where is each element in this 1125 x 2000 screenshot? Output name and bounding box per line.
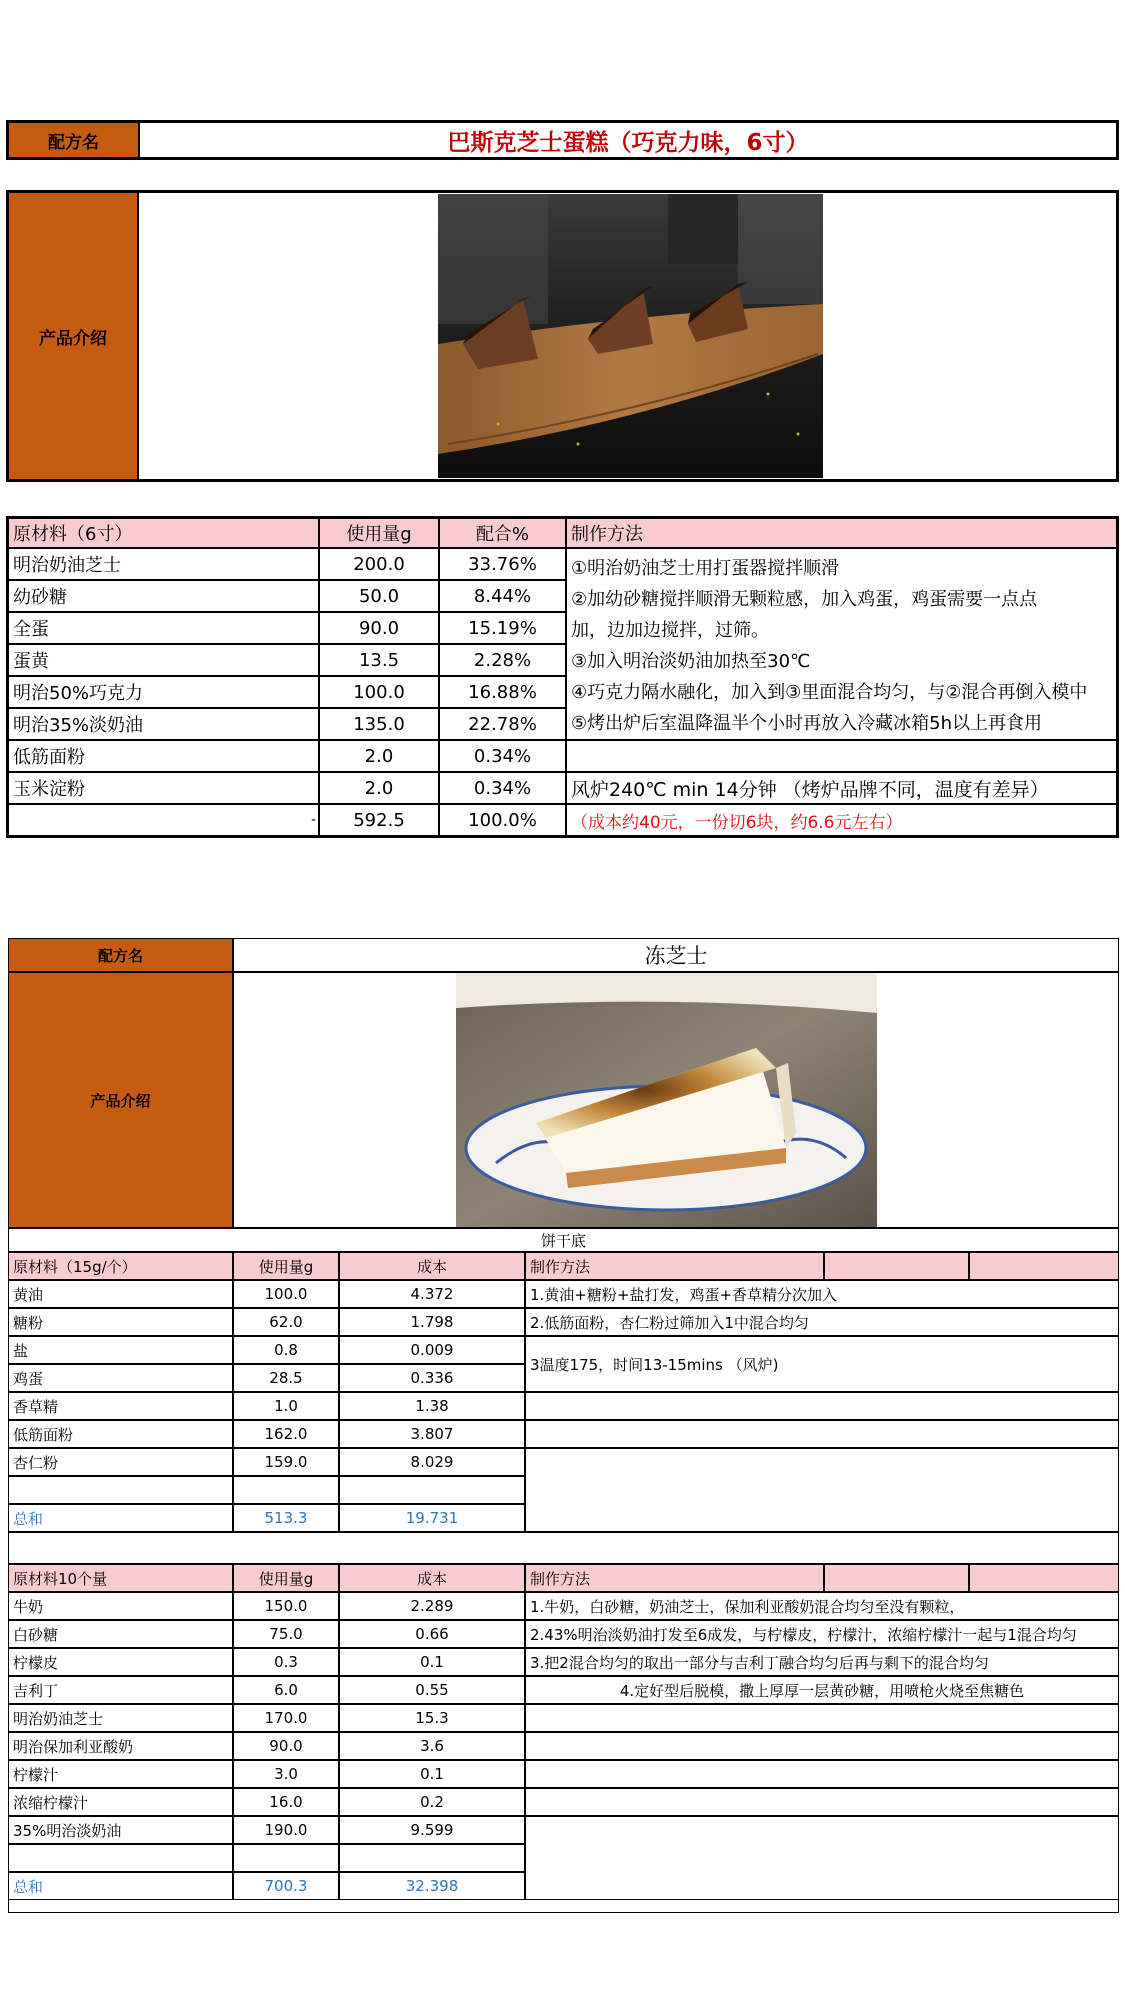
ingredient-cost: 0.55 [339, 1676, 525, 1704]
empty-cell [339, 1476, 525, 1504]
ingredient-ratio: 16.88% [439, 676, 566, 708]
ingredient-amount: 170.0 [233, 1704, 339, 1732]
ingredient-name: 玉米淀粉 [8, 772, 319, 804]
ingredient-name: 吉利丁 [8, 1676, 233, 1704]
ingredient-amount: 62.0 [233, 1308, 339, 1336]
ingredient-amount: 2.0 [319, 740, 439, 772]
filling-method-step: 3.把2混合均匀的取出一部分与吉利丁融合均匀后再与剩下的混合均匀 [525, 1648, 1119, 1676]
biscuit-method-step: 2.低筋面粉，杏仁粉过筛加入1中混合均匀 [525, 1308, 1119, 1336]
oven-setting: 风炉240℃ min 14分钟 （烤炉品牌不同，温度有差异） [566, 772, 1117, 804]
header-amount: 使用量g [233, 1252, 339, 1280]
recipe-title: 冻芝士 [233, 938, 1119, 972]
method-step: ⑤烤出炉后室温降温半个小时再放入冷藏冰箱5h以上再食用 [571, 712, 1042, 734]
header-cost: 成本 [339, 1564, 525, 1592]
ingredient-name: 香草精 [8, 1392, 233, 1420]
ingredient-amount: 159.0 [233, 1448, 339, 1476]
empty-cell [525, 1732, 1119, 1760]
header-amount: 使用量g [233, 1564, 339, 1592]
spacer-row [8, 1532, 1119, 1564]
ingredient-name: 杏仁粉 [8, 1448, 233, 1476]
ingredient-amount: 75.0 [233, 1620, 339, 1648]
ingredient-amount: 2.0 [319, 772, 439, 804]
ingredient-cost: 0.1 [339, 1648, 525, 1676]
ingredient-amount: 100.0 [233, 1280, 339, 1308]
header-blank [824, 1252, 969, 1280]
empty-cell [233, 1476, 339, 1504]
ingredient-cost: 2.289 [339, 1592, 525, 1620]
header-cost: 成本 [339, 1252, 525, 1280]
recipe-name-label: 配方名 [6, 120, 139, 160]
ingredient-amount: 0.8 [233, 1336, 339, 1364]
ingredient-amount: 200.0 [319, 548, 439, 580]
ingredient-amount: 100.0 [319, 676, 439, 708]
chocolate-cheesecake-photo [438, 194, 823, 478]
ingredient-name: 柠檬汁 [8, 1760, 233, 1788]
ingredient-amount: 150.0 [233, 1592, 339, 1620]
ingredient-name: 幼砂糖 [8, 580, 319, 612]
ingredient-name: 低筋面粉 [8, 1420, 233, 1448]
frozen-cheesecake-photo [456, 973, 877, 1227]
empty-cell [525, 1704, 1119, 1732]
ingredient-name: 低筋面粉 [8, 740, 319, 772]
filling-method-step: 4.定好型后脱模，撒上厚厚一层黄砂糖，用喷枪火烧至焦糖色 [525, 1676, 1119, 1704]
ingredient-amount: 1.0 [233, 1392, 339, 1420]
empty-cell [339, 1844, 525, 1872]
header-material: 原材料（15g/个） [8, 1252, 233, 1280]
total-cost: 19.731 [339, 1504, 525, 1532]
biscuit-method-step: 3温度175，时间13-15mins （风炉) [525, 1336, 1119, 1392]
ingredient-name: 明治保加利亚酸奶 [8, 1732, 233, 1760]
empty-cell [8, 1844, 233, 1872]
biscuit-method-step: 1.黄油+糖粉+盐打发，鸡蛋+香草精分次加入 [525, 1280, 1119, 1308]
ingredient-amount: 3.0 [233, 1760, 339, 1788]
ingredient-name: 鸡蛋 [8, 1364, 233, 1392]
method-step: ①明治奶油芝士用打蛋器搅拌顺滑 [571, 557, 840, 579]
ingredient-cost: 8.029 [339, 1448, 525, 1476]
header-method: 制作方法 [566, 518, 1117, 548]
total-amount: 513.3 [233, 1504, 339, 1532]
header-method: 制作方法 [525, 1564, 824, 1592]
ingredient-cost: 15.3 [339, 1704, 525, 1732]
ingredient-cost: 0.2 [339, 1788, 525, 1816]
total-label: 总和 [8, 1504, 233, 1532]
ingredient-ratio: 8.44% [439, 580, 566, 612]
ingredient-amount: 90.0 [319, 612, 439, 644]
method-step: ④巧克力隔水融化，加入到③里面混合均匀，与②混合再倒入模中 [571, 681, 1088, 703]
ingredient-ratio: 22.78% [439, 708, 566, 740]
ingredient-ratio: 33.76% [439, 548, 566, 580]
ingredient-cost: 0.009 [339, 1336, 525, 1364]
ingredient-cost: 9.599 [339, 1816, 525, 1844]
ingredient-name: 黄油 [8, 1280, 233, 1308]
header-material: 原材料（6寸） [8, 518, 319, 548]
empty-cell [8, 1476, 233, 1504]
ingredient-name: 糖粉 [8, 1308, 233, 1336]
cost-note: （成本约40元，一份切6块，约6.6元左右） [566, 804, 1117, 836]
ingredient-ratio: 15.19% [439, 612, 566, 644]
ingredient-ratio: 0.34% [439, 772, 566, 804]
ingredient-amount: 50.0 [319, 580, 439, 612]
ingredient-cost: 3.807 [339, 1420, 525, 1448]
ingredient-amount: 190.0 [233, 1816, 339, 1844]
header-ratio: 配合% [439, 518, 566, 548]
ingredient-name: 白砂糖 [8, 1620, 233, 1648]
section-title-biscuit-base: 饼干底 [8, 1228, 1119, 1252]
empty-cell [525, 1420, 1119, 1448]
ingredient-amount: 0.3 [233, 1648, 339, 1676]
method-step: ②加幼砂糖搅拌顺滑无颗粒感，加入鸡蛋，鸡蛋需要一点点 [571, 588, 1038, 610]
ingredient-amount: 90.0 [233, 1732, 339, 1760]
ingredient-cost: 4.372 [339, 1280, 525, 1308]
empty-cell [525, 1448, 1119, 1532]
ingredient-name: 明治35%淡奶油 [8, 708, 319, 740]
intro-label: 产品介绍 [8, 972, 233, 1228]
header-blank [969, 1252, 1119, 1280]
ingredient-name: 35%明治淡奶油 [8, 1816, 233, 1844]
ingredient-cost: 1.798 [339, 1308, 525, 1336]
method-step: ③加入明治淡奶油加热至30℃ [571, 650, 811, 672]
ingredient-name: 明治50%巧克力 [8, 676, 319, 708]
ingredient-name: 牛奶 [8, 1592, 233, 1620]
ingredient-name: 浓缩柠檬汁 [8, 1788, 233, 1816]
ingredient-amount: 6.0 [233, 1676, 339, 1704]
ingredient-ratio: 2.28% [439, 644, 566, 676]
empty-cell [233, 1844, 339, 1872]
ingredient-amount: 13.5 [319, 644, 439, 676]
ingredient-amount: 28.5 [233, 1364, 339, 1392]
ingredient-name: 明治奶油芝士 [8, 548, 319, 580]
ingredient-name: 全蛋 [8, 612, 319, 644]
ingredient-ratio: 0.34% [439, 740, 566, 772]
ingredient-name: 明治奶油芝士 [8, 1704, 233, 1732]
empty-cell [525, 1760, 1119, 1788]
ingredient-name: 蛋黄 [8, 644, 319, 676]
header-blank [824, 1564, 969, 1592]
header-material: 原材料10个量 [8, 1564, 233, 1592]
ingredient-cost: 1.38 [339, 1392, 525, 1420]
ingredient-amount: 135.0 [319, 708, 439, 740]
empty-cell [525, 1816, 1119, 1900]
intro-label: 产品介绍 [6, 190, 139, 482]
filling-method-step: 1.牛奶，白砂糖，奶油芝士，保加利亚酸奶混合均匀至没有颗粒， [525, 1592, 1119, 1620]
total-label: 总和 [8, 1872, 233, 1900]
empty-cell [525, 1788, 1119, 1816]
ingredient-amount: 16.0 [233, 1788, 339, 1816]
method-block-1 [566, 548, 1117, 740]
recipe-title: 巴斯克芝士蛋糕（巧克力味，6寸） [139, 120, 1119, 160]
recipe-name-label: 配方名 [8, 938, 233, 972]
total-amount: 700.3 [233, 1872, 339, 1900]
ingredient-name: 柠檬皮 [8, 1648, 233, 1676]
header-amount: 使用量g [319, 518, 439, 548]
ingredient-cost: 0.1 [339, 1760, 525, 1788]
ingredient-amount: 162.0 [233, 1420, 339, 1448]
ingredient-cost: 0.336 [339, 1364, 525, 1392]
empty-cell [525, 1392, 1119, 1420]
filling-method-step: 2.43%明治淡奶油打发至6成发，与柠檬皮，柠檬汁，浓缩柠檬汁一起与1混合均匀 [525, 1620, 1119, 1648]
ingredient-cost: 3.6 [339, 1732, 525, 1760]
total-amount: 592.5 [319, 804, 439, 836]
header-blank [969, 1564, 1119, 1592]
header-method: 制作方法 [525, 1252, 824, 1280]
total-cost: 32.398 [339, 1872, 525, 1900]
method-step: 加，边加边搅拌，过筛。 [571, 619, 769, 641]
total-ratio: 100.0% [439, 804, 566, 836]
total-marker: - [8, 804, 319, 836]
ingredient-name: 盐 [8, 1336, 233, 1364]
ingredient-cost: 0.66 [339, 1620, 525, 1648]
method-empty [566, 740, 1117, 772]
